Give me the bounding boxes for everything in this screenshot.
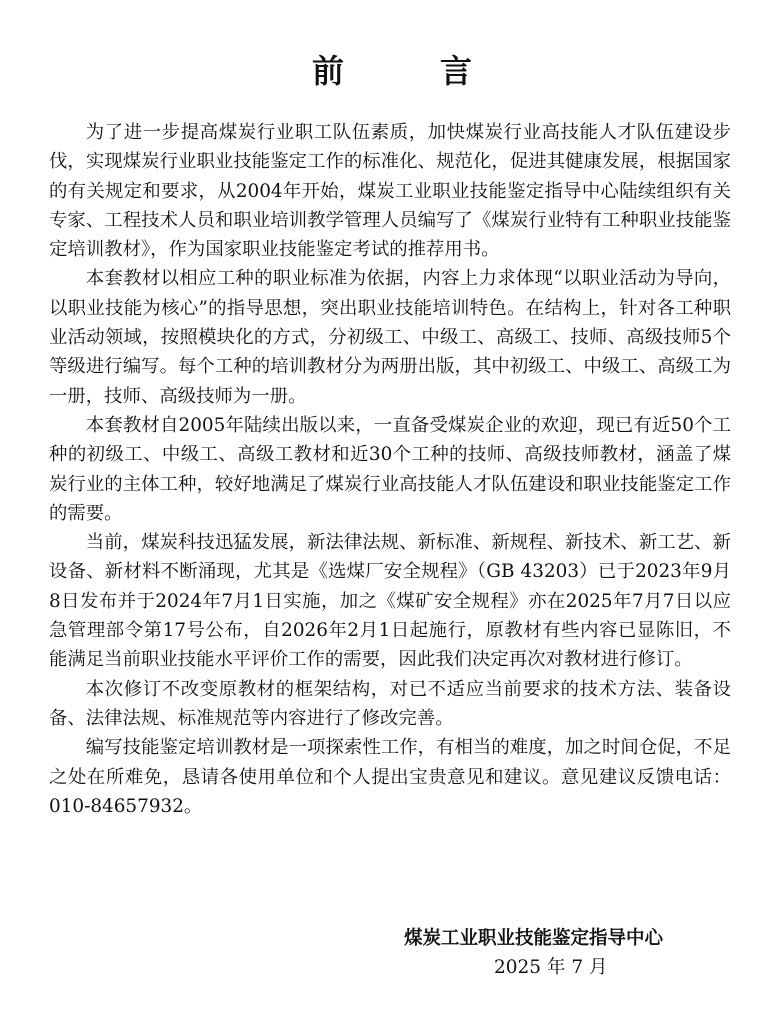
title-char-1: 前 [311, 52, 344, 90]
signature-date: 2025 年 7 月 [494, 957, 608, 978]
paragraph-3: 本套教材自2005年陆续出版以来，一直备受煤炭企业的欢迎，现已有近50个工种的初级工、中级工、高级工教材和近30个工种的技师、高级技师教材，涵盖了煤炭行业的主体工种，较好地满足了煤炭行业高技能人才队伍建设和职业技能鉴定工作的需要。 [49, 414, 731, 524]
paragraph-1: 为了进一步提高煤炭行业职工队伍素质，加快煤炭行业高技能人才队伍建设步伐，实现煤炭行业职业技能鉴定工作的标准化、规范化，促进其健康发展，根据国家的有关规定和要求，从2004年开始，煤炭工业职业技能鉴定指导中心陆续组织有关专家、工程技术人员和职业培训教学管理人员编写了《煤炭行业特有工种职业技能鉴定培训教材》，作为国家职业技能鉴定考试的推荐用书。 [49, 122, 731, 261]
paragraph-2: 本套教材以相应工种的职业标准为依据，内容上力求体现“以职业活动为导向，以职业技能为核心”的指导思想，突出职业技能培训特色。在结构上，针对各工种职业活动领域，按照模块化的方式，分初级工、中级工、高级工、技师、高级技师5个等级进行编写。每个工种的培训教材分为两册出版，其中初级工、中级工、高级工为一册，技师、高级技师为一册。 [49, 268, 731, 407]
title-char-2: 言 [440, 52, 473, 90]
paragraph-6: 编写技能鉴定培训教材是一项探索性工作，有相当的难度，加之时间仓促，不足之处在所难免，恳请各使用单位和个人提出宝贵意见和建议。意见建议反馈电话：010-84657932。 [49, 737, 731, 817]
page-title [0, 46, 784, 92]
signature-organization: 煤炭工业职业技能鉴定指导中心 [404, 928, 664, 949]
paragraph-5: 本次修订不改变原教材的框架结构，对已不适应当前要求的技术方法、装备设备、法律法规、标准规范等内容进行了修改完善。 [49, 678, 731, 729]
paragraph-4: 当前，煤炭科技迅猛发展，新法律法规、新标准、新规程、新技术、新工艺、新设备、新材料不断涌现，尤其是《选煤厂安全规程》（GB 43203）已于2023年9月8日发布并于2024年7月1日实施，加之《煤矿安全规程》亦在2025年7月7日以应急管理部令第17号公布，自2026年2月1日起施行，原教材有些内容已显陈旧，不能满足当前职业技能水平评价工作的需要，因此我们决定再次对教材进行修订。 [49, 532, 731, 671]
preface-body [49, 118, 731, 821]
